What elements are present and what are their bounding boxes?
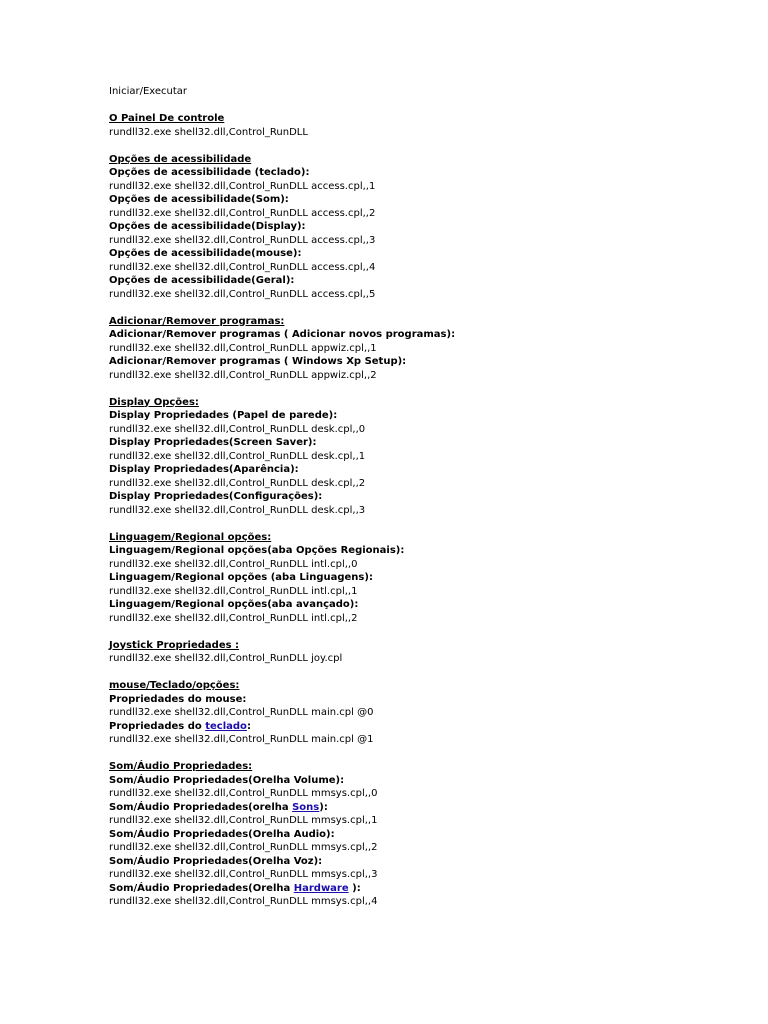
label-text: ): [319, 801, 328, 813]
label-text: Som/Áudio Propriedades(Orelha [109, 882, 294, 894]
section-heading: Som/Áudio Propriedades: [109, 761, 253, 772]
page-title: Iniciar/Executar [109, 86, 188, 97]
setting-label [109, 801, 709, 815]
setting-label: Opções de acessibilidade (teclado): [109, 167, 310, 178]
command-line: rundll32.exe shell32.dll,Control_RunDLL mmsys.cpl,,0 [109, 788, 378, 799]
command-line: rundll32.exe shell32.dll,Control_RunDLL desk.cpl,,0 [109, 423, 366, 435]
setting-label: Adicionar/Remover programas ( Adicionar novos programas): [109, 329, 456, 340]
setting-label: Display Propriedades(Configurações): [109, 491, 323, 502]
command-line: rundll32.exe shell32.dll,Control_RunDLL desk.cpl,,2 [109, 477, 366, 489]
command-line: rundll32.exe shell32.dll,Control_RunDLL access.cpl,,1 [109, 180, 376, 192]
section-heading: Display Opções: [109, 396, 199, 408]
section-heading: Opções de acessibilidade [109, 153, 252, 165]
command-line: rundll32.exe shell32.dll,Control_RunDLL main.cpl @0 [109, 707, 374, 718]
setting-label: Opções de acessibilidade(Geral): [109, 275, 295, 286]
setting-label: Linguagem/Regional opções(aba avançado): [109, 599, 359, 610]
section-heading: O Painel De controle [109, 113, 225, 124]
command-line: rundll32.exe shell32.dll,Control_RunDLL intl.cpl,,1 [109, 585, 358, 597]
command-line: rundll32.exe shell32.dll,Control_RunDLL appwiz.cpl,,2 [109, 369, 377, 381]
setting-label: Linguagem/Regional opções (aba Linguagens): [109, 572, 373, 583]
inline-link[interactable]: Sons [292, 801, 320, 813]
section-heading: mouse/Teclado/opções: [109, 680, 240, 691]
setting-label: Som/Áudio Propriedades(Orelha Voz): [109, 855, 323, 867]
spacer [109, 625, 709, 639]
setting-label [109, 882, 709, 896]
setting-label [109, 720, 709, 734]
command-line: rundll32.exe shell32.dll,Control_RunDLL access.cpl,,5 [109, 288, 376, 300]
label-text: : [246, 720, 251, 732]
command-line: rundll32.exe shell32.dll,Control_RunDLL desk.cpl,,3 [109, 504, 366, 516]
setting-label: Display Propriedades (Papel de parede): [109, 410, 338, 421]
command-line: rundll32.exe shell32.dll,Control_RunDLL access.cpl,,3 [109, 234, 376, 246]
command-line: rundll32.exe shell32.dll,Control_RunDLL mmsys.cpl,,4 [109, 896, 378, 907]
command-line: rundll32.exe shell32.dll,Control_RunDLL intl.cpl,,2 [109, 612, 358, 624]
label-text: Propriedades do [109, 720, 206, 732]
spacer [109, 517, 709, 531]
setting-label: Linguagem/Regional opções(aba Opções Regionais): [109, 545, 405, 556]
spacer [109, 99, 709, 113]
label-text: ): [348, 882, 361, 894]
command-line: rundll32.exe shell32.dll,Control_RunDLL joy.cpl [109, 653, 343, 664]
document-content [109, 85, 709, 909]
inline-link[interactable]: Hardware [293, 882, 349, 894]
spacer [109, 301, 709, 315]
setting-label: Propriedades do mouse: [109, 693, 247, 705]
inline-link[interactable]: teclado [205, 720, 247, 732]
setting-label: Som/Áudio Propriedades(Orelha Audio): [109, 828, 335, 840]
setting-label: Opções de acessibilidade(mouse): [109, 248, 302, 259]
command-line: rundll32.exe shell32.dll,Control_RunDLL mmsys.cpl,,1 [109, 815, 378, 826]
setting-label: Display Propriedades(Aparência): [109, 464, 299, 475]
spacer [109, 747, 709, 761]
command-line: rundll32.exe shell32.dll,Control_RunDLL mmsys.cpl,,2 [109, 842, 378, 853]
command-line: rundll32.exe shell32.dll,Control_RunDLL main.cpl @1 [109, 734, 374, 745]
setting-label: Som/Áudio Propriedades(Orelha Volume): [109, 774, 345, 786]
spacer [109, 139, 709, 153]
spacer [109, 666, 709, 680]
label-text: Som/Áudio Propriedades(orelha [109, 801, 293, 813]
section-heading: Linguagem/Regional opções: [109, 531, 272, 543]
command-line: rundll32.exe shell32.dll,Control_RunDLL access.cpl,,4 [109, 261, 376, 273]
spacer [109, 382, 709, 396]
command-line: rundll32.exe shell32.dll,Control_RunDLL mmsys.cpl,,3 [109, 869, 378, 880]
section-heading: Adicionar/Remover programas: [109, 315, 285, 327]
command-line: rundll32.exe shell32.dll,Control_RunDLL access.cpl,,2 [109, 207, 376, 219]
command-line: rundll32.exe shell32.dll,Control_RunDLL appwiz.cpl,,1 [109, 342, 377, 354]
command-line: rundll32.exe shell32.dll,Control_RunDLL intl.cpl,,0 [109, 558, 358, 570]
command-line: rundll32.exe shell32.dll,Control_RunDLL [109, 126, 308, 138]
setting-label: Opções de acessibilidade(Som): [109, 194, 289, 205]
setting-label: Display Propriedades(Screen Saver): [109, 437, 317, 448]
command-line: rundll32.exe shell32.dll,Control_RunDLL desk.cpl,,1 [109, 450, 366, 462]
setting-label: Adicionar/Remover programas ( Windows Xp Setup): [109, 356, 407, 367]
setting-label: Opções de acessibilidade(Display): [109, 221, 306, 232]
section-heading: Joystick Propriedades : [109, 639, 240, 651]
